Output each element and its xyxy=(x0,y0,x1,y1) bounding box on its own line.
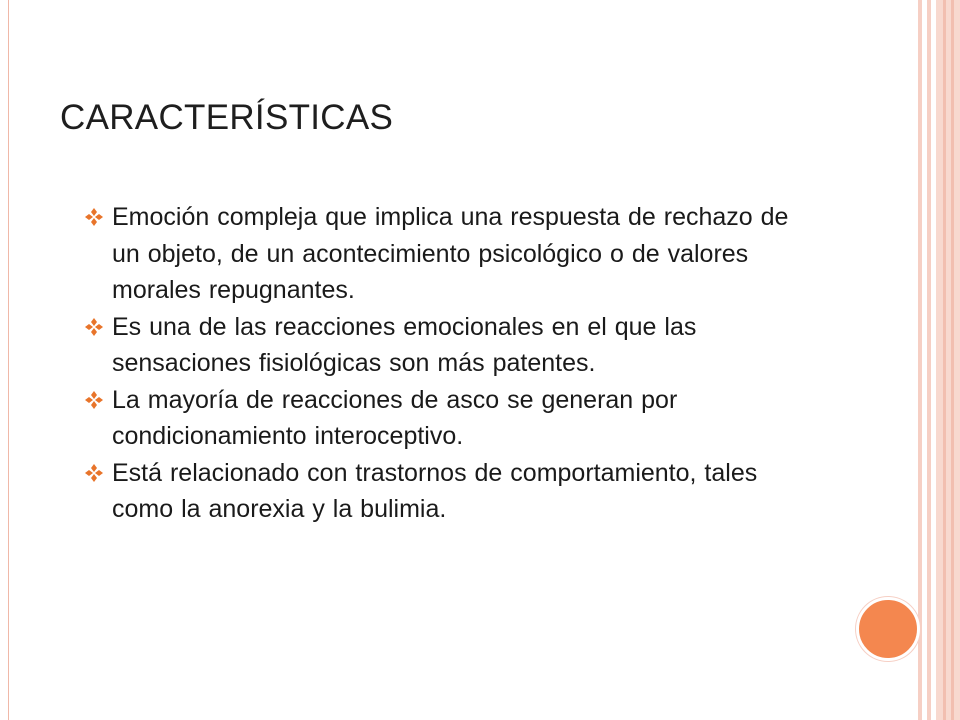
bullet-text: La mayoría de reacciones de asco se generan por condicionamiento interoceptivo. xyxy=(112,385,678,450)
stripe xyxy=(936,0,960,720)
bullet-text: Emoción compleja que implica una respuesta de rechazo de un objeto, de un acontecimiento psicológico o de valores morales repugnantes. xyxy=(112,203,789,304)
stripe xyxy=(918,0,922,720)
diamond-bullet-icon xyxy=(84,382,112,418)
bullet-list xyxy=(84,199,814,528)
stripe xyxy=(951,0,954,720)
decorative-circle xyxy=(856,597,920,661)
stripe xyxy=(927,0,931,720)
decorative-stripes xyxy=(918,0,960,720)
diamond-bullet-icon xyxy=(84,455,112,491)
list-item xyxy=(84,455,814,528)
slide-title: CARACTERÍSTICAS xyxy=(60,98,394,137)
list-item xyxy=(84,382,814,455)
bullet-text: Está relacionado con trastornos de comportamiento, tales como la anorexia y la bulimia. xyxy=(112,458,758,523)
stripe xyxy=(943,0,946,720)
bullet-text: Es una de las reacciones emocionales en el que las sensaciones fisiológicas son más patentes. xyxy=(112,312,697,377)
list-item xyxy=(84,309,814,382)
diamond-bullet-icon xyxy=(84,309,112,345)
diamond-bullet-icon xyxy=(84,199,112,235)
list-item xyxy=(84,199,814,309)
